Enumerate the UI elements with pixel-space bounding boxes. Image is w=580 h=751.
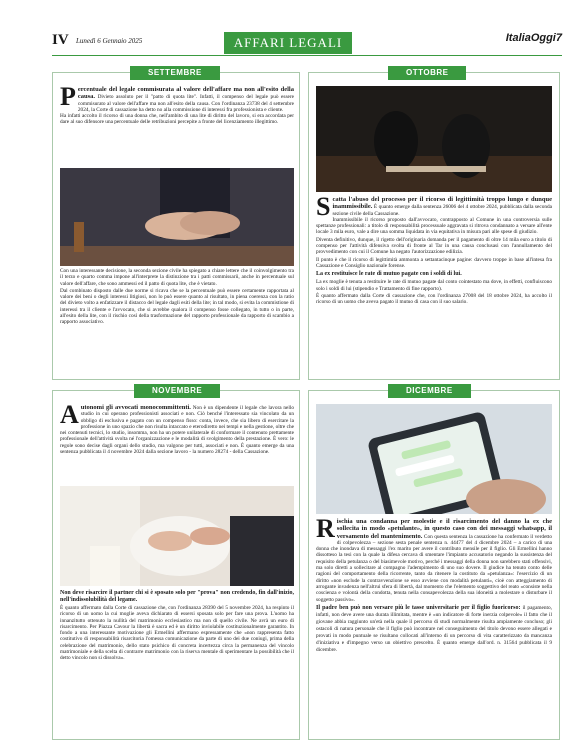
courtroom-illustration: [316, 86, 552, 192]
subheading-text: La ex restituisce le rate di mutuo pagate con i soldi di lui.: [316, 271, 462, 278]
paragraph: Con una interessante decisione, la seconda sezione civile ha spiegato a chiare lettere che il coinvolgimento tra il terzo e quarto comma impone all'interprete la distinzione tra i patti commissarii, anche in percentuale sul valore dell'affare, che sono ammessi ed il patto di quota lite, che è vietato.: [60, 268, 294, 287]
courtroom-photo: [316, 86, 552, 192]
paragraph: Divieto assoluto per il "patto di quota lite". Infatti, il compenso del legale può essere commisurato al valore dell'affare ma non all'esito della causa. Con l'ordinanza 23738 del 4 settembre 2024, la Corte di cassazione ha detto no alla commissione di interessi fra professionista e cliente.: [77, 94, 294, 113]
dropcap: A: [60, 404, 79, 429]
wedding-illustration: [60, 486, 294, 586]
wedding-photo: [60, 486, 294, 586]
paragraph: Dal combinato disposto dalle due norme si ricava che se la percentuale può essere certamente rapportata al valore dei beni o degli interessi litigiosi, non lo può essere quanto al risultato, in piena coerenza con la ratio del divieto volto a enfatizzare il distacco del legale dagli esiti della lite; in tal modo, si evita la commistione di interessi tra il cliente e l'avvocato, che si avrebbe qualora il compenso fosse collegato, in tutto o in parte, all'esito della lite, con il rischio così della trasformazione del rapporto professionale da rapporto di scambio a rapporto associativo.: [60, 287, 294, 326]
tag-ottobre: OTTOBRE: [388, 66, 466, 80]
settembre-body-top: [60, 86, 294, 166]
issue-date: Lunedì 6 Gennaio 2025: [76, 37, 143, 45]
page-header: [0, 0, 580, 58]
paragraph: È quanto affermato dalla Corte di cassazione che, con l'ordinanza 28390 del 5 novembre 2024, ha respinto il ricorso di un uomo la cui moglie aveva dichiarato di essersi sposata solo per fare una prova. L'uomo ha innanzitutto ottenuto la nullità del matrimonio ecclesiastico ma non di quello civile. Ne avrà un euro di risarcimento. Per Piazza Cavour la libertà è sacra ed è un diritto inviolabile costituzionalmente garantito. In fondo a una interessante motivazione gli Ermellini affermano espressamente che «non rappresenta fatto costitutivo di responsabilità risarcitoria l'omessa comunicazione da parte di uno dei due coniugi, prima della celebrazione del matrimonio, dello stato psichico di concreta incertezza circa la permanenza del vincolo matrimoniale e della scelta di contrarre matrimonio con la riserva mentale di sperimentare la possibilità che il detto vincolo non si dissolva».: [60, 605, 294, 662]
tag-dicembre: DICEMBRE: [388, 384, 471, 398]
paragraph: La ex moglie è tenuta a restituire le rate di mutuo pagate dal conto cointestato ma dove, in effetti, confluiscono solo i soldi di lui (stipendio e Trattamento di fine rapporto).: [316, 279, 552, 292]
novembre-body-top: [60, 404, 294, 484]
handshake-photo: [60, 168, 294, 266]
subheading-text: Il padre ben può non versare più le tasse universitarie per il figlio fuoricorso:: [316, 604, 521, 611]
dropcap: S: [316, 196, 331, 221]
header-rule: [52, 55, 562, 56]
dicembre-body: [316, 518, 552, 738]
paragraph: il pagamento, infatti, non deve avere una durata illimitata, mentre è «un indicatore di forte inerzia colpevole» il fatto che il giovane abbia raggiunto un'età nella quale il percorso di studi normalmente risulta ampiamente concluso; gli ostacoli di natura personale che il figlio può incontrare nel conseguimento del titolo devono essere allegati e provati in modo puntuale se risultano collocati all'interno di un percorso di vita caratterizzato da mancanza d'iniziativa e d'impegno verso un obiettivo prescelto. È quanto emerge dall'ord. n. 31564 pubblicata il 9 dicembre.: [316, 604, 552, 653]
section-title: AFFARI LEGALI: [224, 32, 352, 54]
subheading: [316, 605, 552, 654]
phone-illustration: [316, 404, 552, 514]
lead-text: ischia una condanna per molestie e il risarcimento del danno la ex che sollecita in modo «petulante», in questo caso con dei messaggi whatsapp, il versamento del mantenimento.: [336, 518, 552, 540]
paragraph: È quanto emerge dalla sentenza 26006 del 4 ottobre 2024, pubblicata dalla seconda sezione civile della Cassazione.: [332, 204, 552, 217]
phone-photo: [316, 404, 552, 514]
settembre-body-bottom: [60, 268, 294, 378]
dropcap: P: [60, 86, 76, 111]
novembre-body-bottom: [60, 588, 294, 738]
publication-logo: ItaliaOggi7: [505, 32, 562, 44]
page-number: IV: [52, 32, 69, 48]
paragraph: Con questa sentenza la cassazione ha confermato il verdetto di colpevolezza – sezione sesta penale sentenza n. 44477 del 4 dicembre 2024 – a carico di una donna che inondava di messaggi l'ex marito per avere il contributo mensile per il figlio. Gli Ermellini hanno dissotteso la tesi con la quale la difesa cercava di smentare l'impianto accusatorio negando la sussistenza del requisito della petulanza o del biasimevole motivo, perché i messaggi della donna non sarebbero stati offensivi, ma solo diretti a sollecitare al compagno l'adempimento di uno suo dovere. Il giudice ha tenuto conto delle ragioni del comportamento della ricorrente, tanto da ritenere la costituto da «petulanza»: l'esercizio di un diritto «non esclude la contravvenzione se esso avviene con modalità petulanti», cioè con atteggiamento di arrogante invadenza nell'altrui sfera di libertà, dal momento che l'elemento soggettivo del reato «consiste nella coscienza e volontà della condotta, tenuta nella consapevolezza della sua idoneità a molestare o disturbare il soggetto passivo».: [316, 533, 552, 603]
tag-settembre: SETTEMBRE: [130, 66, 220, 80]
paragraph: Ha infatti accolto il ricorso di una donna che, nell'ambito di una lite di diritto del lavoro, si era accordata per dare al suo difensore una percentuale delle retribuzioni percepite a fronte del licenziamento illegittimo.: [60, 113, 294, 126]
subheading: Non deve risarcire il partner chi si è sposato solo per "prova" non credendo, fin dall'inizio, nell'indissolubilità del legame.: [60, 590, 294, 603]
dropcap: R: [316, 518, 335, 543]
ottobre-body: [316, 196, 552, 378]
paragraph: Il punto è che il ricorso di legittimità ammonta a settantacinque pagine: davvero troppe in base all'intesa fra Cassazione e Consiglio nazionale forense.: [316, 256, 552, 269]
lead-text: catta l'abuso del processo per il ricorso di legittimità troppo lungo e dunque inammissibile.: [332, 196, 552, 211]
lead-text: ercentuale del legale commisurata al valore dell'affare ma non all'esito della causa.: [77, 86, 294, 101]
paragraph: Non è un dipendente il legale che lavora nello studio in cui operano professionisti associati e non. Ciò benché l'interessato sia vincolato da un obbligo di esclusiva e pagato con un compenso fisso: conta, invece, che sia libero di esercitare la professione in uno spazio che non risulta intaccato e eterodiretto nei tempi e nella gestione, oltre che nei contenuti tecnici, lo studio, insomma, non ha un potere unilaterale di conformare il contenuto prettamente professionale dell'attività svolta né l'organizzazione e le modalità di svolgimento della prestazione. È vero: le regole sono decise dagli organi dello studio, ma valgono per tutti, associati e non. È quanto emerge da una sentenza pubblicata il 4 novembre 2024 dalla sezione lavoro - la numero 28274 - della Cassazione.: [60, 405, 294, 456]
paragraph: Diventa definitivo, dunque, il rigetto dell'originaria domanda per il pagamento di oltre 14 mila euro a titolo di compenso per l'attività difensiva svolta di fronte al Tar in una causa conclusasi con l'annullamento del provvedimento con cui il Comune ha negato l'autorizzazione edilizia.: [316, 236, 552, 256]
paragraph: È quanto affermato dalla Corte di cassazione che, con l'ordinanza 27008 del 18 ottobre 2024, ha accolto il ricorso di un uomo che aveva pagato il mutuo di casa con il suo salario.: [316, 292, 552, 306]
handshake-illustration: [60, 168, 294, 266]
tag-novembre: NOVEMBRE: [134, 384, 220, 398]
paragraph: Inammissibile il ricorso proposto dall'avvocato, contrapposto al Comune in una controversia sulle spettanze professionali: a titolo di responsabilità processuale aggravata si ritrova condannato a versare all'ente locale 3 mila euro, vale a dire una somma liquidata in via equitativa in misura pari alle spese di giudizio.: [316, 216, 552, 236]
subheading: [316, 271, 552, 278]
lead-text: utonomi gli avvocati monocommittenti.: [80, 404, 191, 411]
